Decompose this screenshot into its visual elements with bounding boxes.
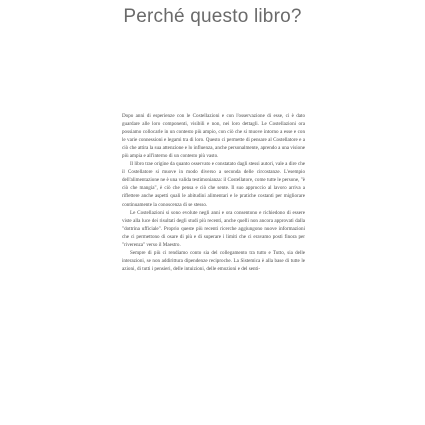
paragraph-2: Il libro trae origine da quanto osservato e constatato dagli stessi autori, vale a dire che il Costellatore si muove in modo diverso a seconda delle circostanze. L'esempio dell'alimentazione ne è una valida testimonianza: il Costellatore, come tutte le persone, "è ciò che mangia", è ciò che pensa e ciò che sente. Il suo approccio al lavoro arriva a riflettere anche aspetti quali le abitudini alimentari e le pratiche costanti per migliorare continuamente la conoscenza di se stesso. [122, 161, 305, 208]
paragraph-1: Dopo anni di esperienze con le Costellazioni e con l'osservazione di esse, ci è dato guardare alle loro componenti, visibili e non, nei loro dettagli. Le Costellazioni ora possiamo collocarle in un contesto più ampio, con ciò che si muove intorno a esse e con le varie connessioni e legami tra di loro. Questo ci permette di pensare al Costellatore e a ciò che attira la sua attenzione e lo influenza, anche personalmente, aprendo a una visione più ampia e all'interno di un contesto più vasto. [122, 113, 306, 160]
body-text [122, 112, 305, 273]
paragraph-3: Le Costellazioni si sono evolute negli anni e ora consentono e richiedono di essere viste alla luce dei risultati degli studi più recenti, anche quelli non ancora approvati dalla "dottrina ufficiale". Proprio queste più recenti ricerche aggiungono nuove informazioni che ci permettono di osare di più e di superare i limiti che ci eravamo posti finora per "riverenza" verso il Maestro. [122, 209, 305, 248]
page-title: Perché questo libro? [123, 6, 302, 27]
paragraph-4: Sempre di più ci rendiamo conto sia del collegamento tra tutto e Tutto, sia delle interazioni, se non addirittura dipendenze reciproche. La Sistemica è alla base di tutte le azioni, di tutti i pensieri, delle intuizioni, delle emozioni e del senti- [122, 249, 305, 272]
